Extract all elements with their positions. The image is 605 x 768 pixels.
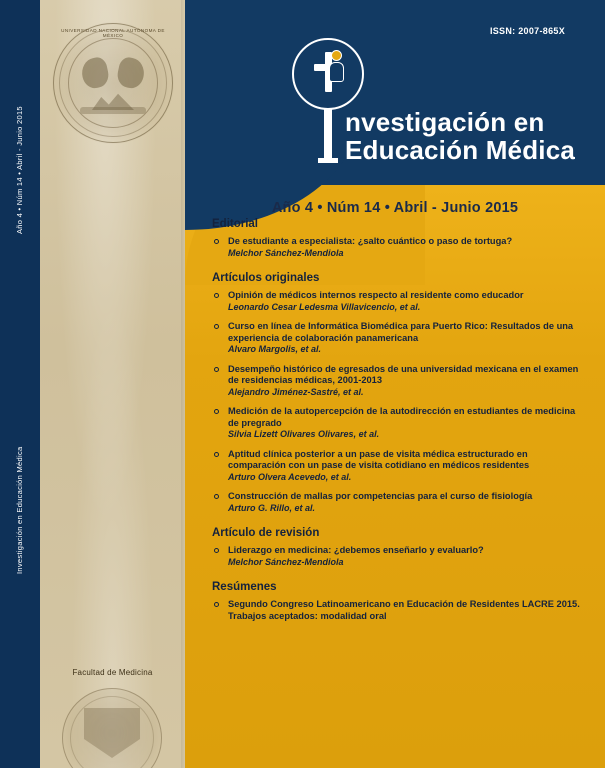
toc-section-heading: Artículo de revisión [212,527,320,539]
toc-entry-authors: Melchor Sánchez-Mendiola [228,247,344,258]
toc-entry[interactable] [212,491,584,514]
bullet-icon [214,494,219,499]
seal-caption: UNIVERSIDAD NACIONAL AUTÓNOMA DE MÉXICO [61,28,165,38]
toc-section-heading: Artículos originales [212,272,320,284]
toc-section-heading: Resúmenes [212,581,277,593]
toc-entry-authors: Silvia Lizett Olivares Olivares, et al. [228,429,380,439]
bullet-icon [214,548,219,553]
condor-icon [115,56,147,91]
journal-title-line-2: Educación Médica [345,135,576,165]
toc-entry-title: Curso en línea de Informática Biomédica para Puerto Rico: Resultados de una experiencia de colaboración panamericana [228,321,574,343]
issn-text: ISSN: 2007-865X [489,26,565,36]
spine-issue-text: Año 4 • Núm 14 • Abril - Junio 2015 [15,106,24,234]
table-of-contents [212,218,584,630]
toc-entry[interactable] [212,321,584,356]
issue-line: Año 4 • Núm 14 • Abril - Junio 2015 [271,200,519,216]
toc-entry-authors: Melchor Sánchez-Mendiola [228,556,344,567]
toc-entry-title: Medición de la autopercepción de la autodirección en estudiantes de medicina de pregrado [228,406,576,428]
toc-entry-title: Construcción de mallas por competencias para el curso de fisiología [228,491,533,501]
toc-section-heading: Editorial [212,218,259,230]
toc-entry[interactable] [212,364,584,399]
toc-entry[interactable] [212,599,584,622]
bullet-icon [214,602,219,607]
motto-band [80,107,146,114]
spine-journal-name: Investigación en Educación Médica [15,446,24,574]
toc-entry[interactable] [212,449,584,484]
toc-entry[interactable] [212,290,584,313]
toc-entry-authors: Arturo Olvera Acevedo, et al. [228,471,352,482]
toc-entry-authors: Alejandro Jiménez-Sastré, et al. [228,386,364,397]
toc-entry[interactable] [212,406,584,441]
bullet-icon [214,367,219,372]
toc-entry[interactable] [212,236,584,259]
toc-entry-authors: Arturo G. Rillo, et al. [228,502,316,513]
bullet-icon [214,324,219,329]
toc-entry-authors: Alvaro Margolis, et al. [228,344,322,354]
eagle-icon [79,56,111,91]
journal-logo-figure-icon [310,50,346,98]
figure-head [331,50,342,61]
logo-i-base [318,158,338,163]
toc-entry-title: Liderazgo en medicina: ¿debemos enseñarlo y evaluarlo? [228,545,484,555]
faculty-label: Facultad de Medicina [72,668,153,677]
toc-entry-title: De estudiante a especialista: ¿salto cuántico o paso de tortuga? [228,236,513,246]
toc-entry-title: Aptitud clínica posterior a un pase de visita médica estructurado en comparación con un pase de visita cotidiano en médicos residentes [228,448,530,470]
unam-seal-icon [52,22,174,144]
logo-i-stem [324,108,332,160]
seal-emblem-icon [78,50,148,114]
toc-entry-title: Desempeño histórico de egresados de una universidad mexicana en el examen de residencias médicas, 2001-2013 [228,363,579,385]
bullet-icon [214,239,219,244]
figure-body [329,62,344,82]
journal-title-line-1: nvestigación en [345,107,545,137]
bullet-icon [214,452,219,457]
toc-entry-authors: Leonardo Cesar Ledesma Villavicencio, et al. [228,301,421,312]
bullet-icon [214,293,219,298]
toc-entry[interactable] [212,545,584,568]
toc-entry-title: Opinión de médicos internos respecto al residente como educador [228,290,524,300]
bullet-icon [214,409,219,414]
toc-entry-title: Segundo Congreso Latinoamericano en Educación de Residentes LACRE 2015. Trabajos aceptados: modalidad oral [228,599,580,621]
